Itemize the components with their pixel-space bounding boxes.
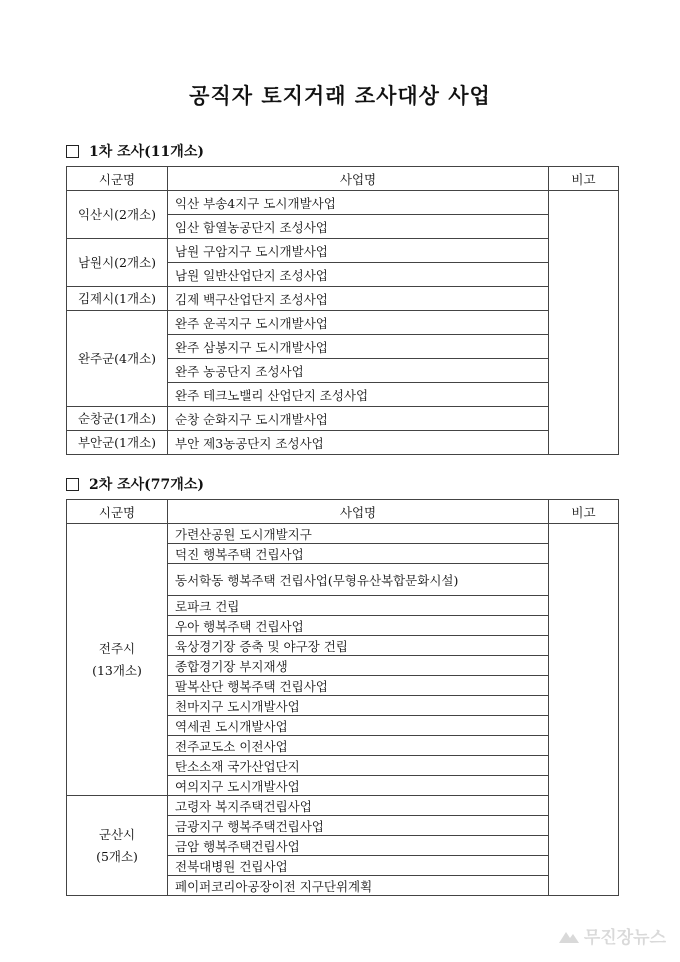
watermark-logo <box>559 923 666 948</box>
table-section-1 <box>66 166 619 455</box>
project-cell: 페이퍼코리아공장이전 지구단위계획 <box>168 876 549 896</box>
project-cell: 임산 함열농공단지 조성사업 <box>168 215 549 239</box>
header-region: 시군명 <box>67 167 168 191</box>
region-name: 전주시 <box>98 641 136 657</box>
section-2-heading <box>66 474 204 494</box>
project-cell: 고령자 복지주택건립사업 <box>168 796 549 816</box>
project-cell: 전주교도소 이전사업 <box>168 736 549 756</box>
region-cell: 완주군(4개소) <box>67 311 168 407</box>
region-name: 군산시 <box>98 827 136 843</box>
project-cell: 동서학동 행복주택 건립사업(무형유산복합문화시설) <box>168 564 549 596</box>
header-note: 비고 <box>549 500 619 524</box>
watermark-text: 무진장뉴스 <box>583 928 666 948</box>
region-cell: 순창군(1개소) <box>67 407 168 431</box>
project-cell: 육상경기장 증축 및 야구장 건립 <box>168 636 549 656</box>
header-region: 시군명 <box>67 500 168 524</box>
project-cell: 가련산공원 도시개발지구 <box>168 524 549 544</box>
project-cell: 익산 부송4지구 도시개발사업 <box>168 191 549 215</box>
region-cell: 김제시(1개소) <box>67 287 168 311</box>
table-section-2 <box>66 499 619 896</box>
project-cell: 팔복산단 행복주택 건립사업 <box>168 676 549 696</box>
project-cell: 완주 운곡지구 도시개발사업 <box>168 311 549 335</box>
project-cell: 김제 백구산업단지 조성사업 <box>168 287 549 311</box>
region-cell <box>67 796 168 896</box>
checkbox-square-icon <box>66 478 79 491</box>
mountain-logo-icon <box>559 929 579 943</box>
note-cell <box>549 191 619 455</box>
section-1-heading <box>66 141 204 161</box>
project-cell: 여의지구 도시개발사업 <box>168 776 549 796</box>
region-count: (5개소) <box>96 848 138 864</box>
page-title: 공직자 토지거래 조사대상 사업 <box>189 84 491 108</box>
region-cell: 남원시(2개소) <box>67 239 168 287</box>
project-cell: 역세권 도시개발사업 <box>168 716 549 736</box>
header-project: 사업명 <box>168 167 549 191</box>
project-cell: 로파크 건립 <box>168 596 549 616</box>
note-cell <box>549 524 619 896</box>
project-cell: 완주 농공단지 조성사업 <box>168 359 549 383</box>
region-cell: 익산시(2개소) <box>67 191 168 239</box>
region-count: (13개소) <box>92 662 142 678</box>
project-cell: 부안 제3농공단지 조성사업 <box>168 431 549 455</box>
project-cell: 종합경기장 부지재생 <box>168 656 549 676</box>
checkbox-square-icon <box>66 145 79 158</box>
project-cell: 순창 순화지구 도시개발사업 <box>168 407 549 431</box>
region-cell <box>67 524 168 796</box>
section-1-label: 1차 조사(11개소) <box>89 144 204 160</box>
project-cell: 남원 구암지구 도시개발사업 <box>168 239 549 263</box>
section-2-label: 2차 조사(77개소) <box>89 477 204 493</box>
project-cell: 탄소소재 국가산업단지 <box>168 756 549 776</box>
header-note: 비고 <box>549 167 619 191</box>
project-cell: 금암 행복주택건립사업 <box>168 836 549 856</box>
region-cell: 부안군(1개소) <box>67 431 168 455</box>
project-cell: 우아 행복주택 건립사업 <box>168 616 549 636</box>
project-cell: 덕진 행복주택 건립사업 <box>168 544 549 564</box>
project-cell: 천마지구 도시개발사업 <box>168 696 549 716</box>
project-cell: 전북대병원 건립사업 <box>168 856 549 876</box>
project-cell: 완주 테크노밸리 산업단지 조성사업 <box>168 383 549 407</box>
project-cell: 완주 삼봉지구 도시개발사업 <box>168 335 549 359</box>
project-cell: 남원 일반산업단지 조성사업 <box>168 263 549 287</box>
project-cell: 금광지구 행복주택건립사업 <box>168 816 549 836</box>
header-project: 사업명 <box>168 500 549 524</box>
